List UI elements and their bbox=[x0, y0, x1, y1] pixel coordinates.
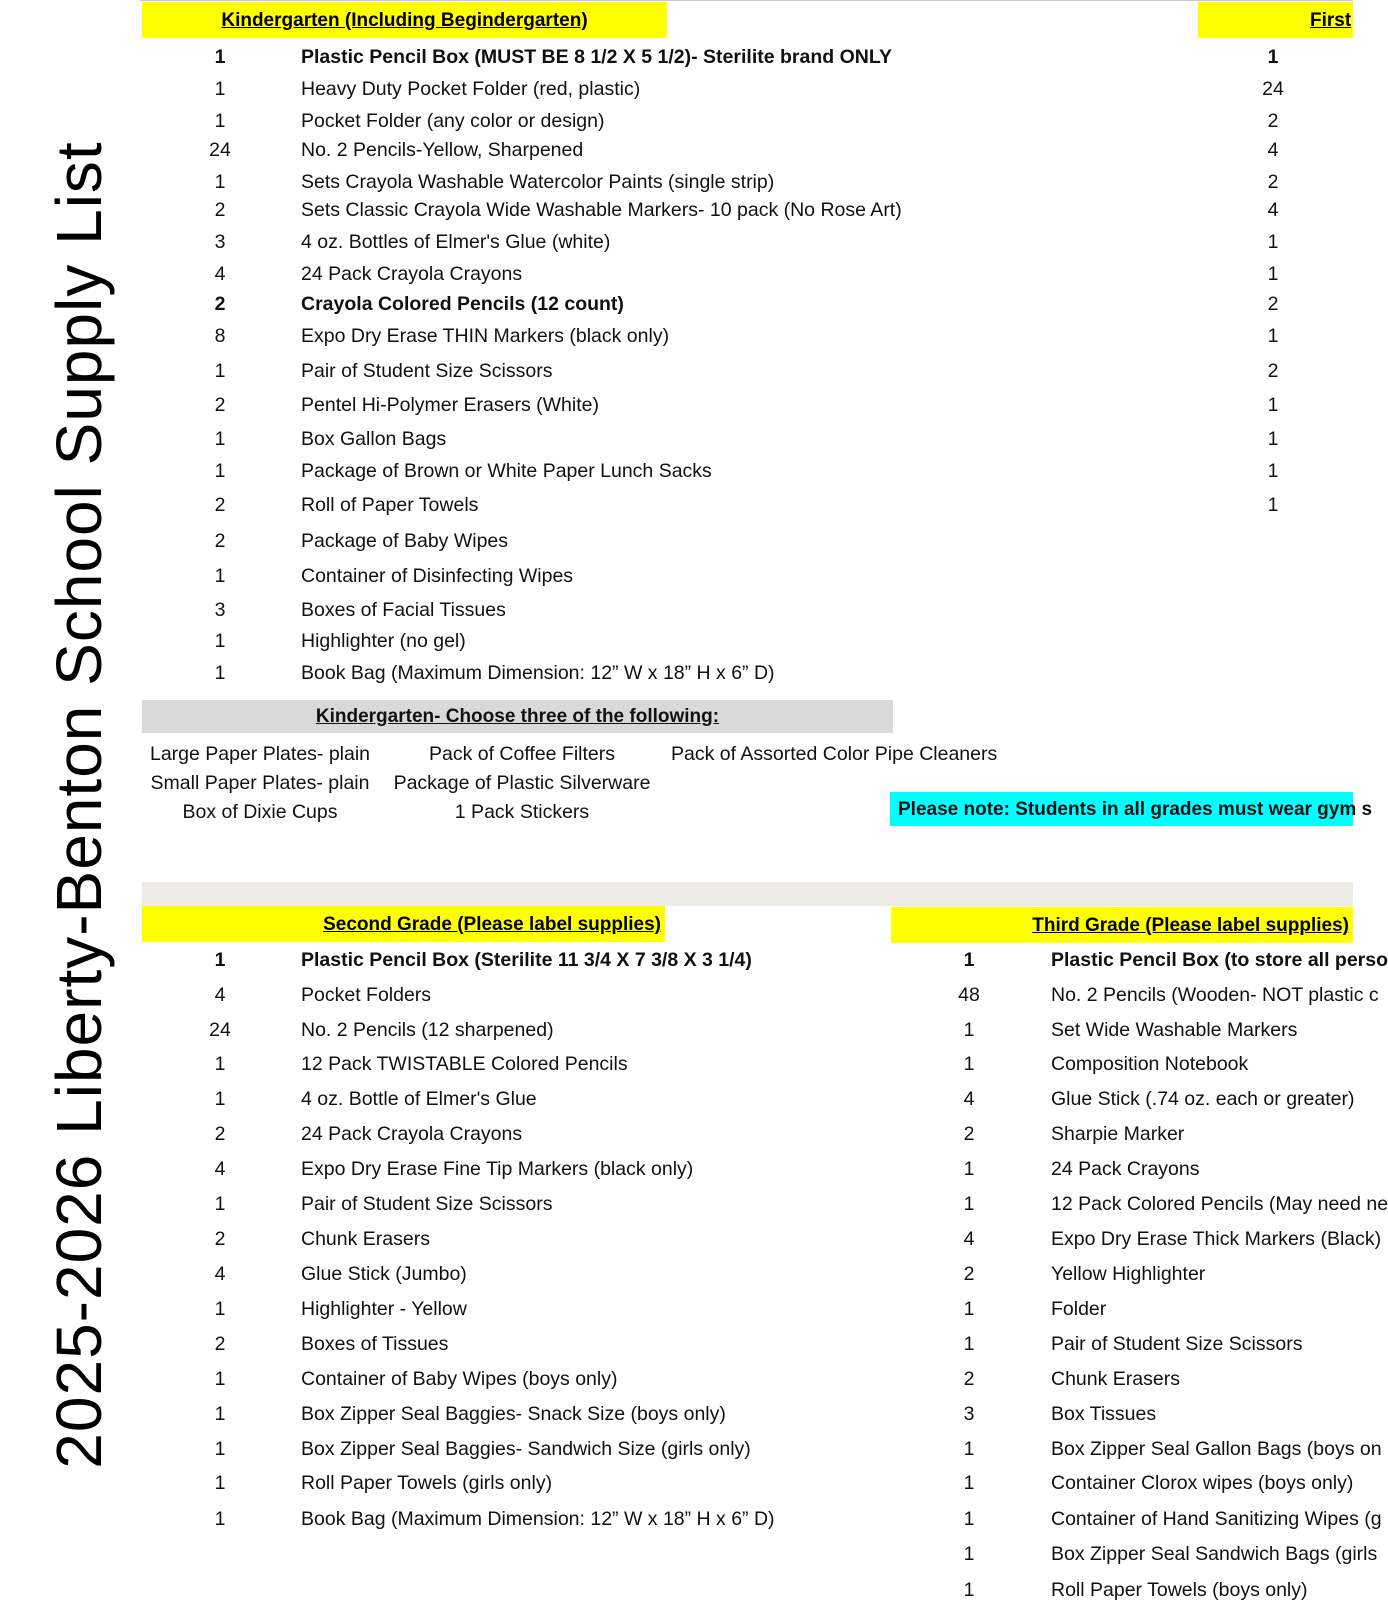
third-grade-header bbox=[891, 907, 1353, 943]
second-grade-item-name: Expo Dry Erase Fine Tip Markers (black only) bbox=[301, 1158, 694, 1180]
third-grade-item-qty: 1 bbox=[963, 1019, 975, 1041]
kindergarten-item-qty: 24 bbox=[209, 139, 231, 161]
second-grade-item-qty: 1 bbox=[214, 949, 226, 971]
kindergarten-item-qty: 2 bbox=[214, 394, 226, 416]
kindergarten-item-name: Boxes of Facial Tissues bbox=[301, 599, 506, 621]
kindergarten-item-name: Roll of Paper Towels bbox=[301, 494, 479, 516]
third-grade-item-qty: 48 bbox=[958, 984, 980, 1006]
third-grade-item-name: Chunk Erasers bbox=[1051, 1368, 1180, 1390]
first-grade-item-qty: 1 bbox=[1267, 494, 1279, 516]
second-grade-item-qty: 2 bbox=[214, 1228, 226, 1250]
third-grade-item-name: Container Clorox wipes (boys only) bbox=[1051, 1472, 1354, 1494]
first-grade-item-qty: 1 bbox=[1267, 46, 1279, 68]
third-grade-item-qty: 3 bbox=[963, 1403, 975, 1425]
third-grade-item-qty: 1 bbox=[963, 1579, 975, 1601]
kindergarten-item-name: Sets Classic Crayola Wide Washable Markers- 10 pack (No Rose Art) bbox=[301, 199, 902, 221]
first-grade-item-qty: 1 bbox=[1267, 394, 1279, 416]
second-grade-item-qty: 1 bbox=[214, 1088, 226, 1110]
second-grade-item-qty: 1 bbox=[214, 1298, 226, 1320]
third-grade-item-name: Container of Hand Sanitizing Wipes (g bbox=[1051, 1508, 1382, 1530]
first-grade-item-qty: 2 bbox=[1267, 293, 1279, 315]
first-grade-header bbox=[1198, 2, 1353, 38]
first-grade-item-qty: 4 bbox=[1267, 139, 1279, 161]
kindergarten-header-label: Kindergarten (Including Begindergarten) bbox=[221, 10, 588, 31]
second-grade-item-qty: 1 bbox=[214, 1053, 226, 1075]
kindergarten-item-qty: 4 bbox=[214, 263, 226, 285]
first-grade-item-qty: 2 bbox=[1267, 171, 1279, 193]
kindergarten-header bbox=[142, 2, 667, 38]
second-grade-item-qty: 1 bbox=[214, 1472, 226, 1494]
second-grade-item-name: Plastic Pencil Box (Sterilite 11 3/4 X 7 3/8 X 3 1/4) bbox=[301, 949, 752, 971]
kindergarten-item-name: Pocket Folder (any color or design) bbox=[301, 110, 605, 132]
second-grade-item-qty: 4 bbox=[214, 1158, 226, 1180]
third-grade-item-qty: 2 bbox=[963, 1368, 975, 1390]
kindergarten-item-name: Package of Brown or White Paper Lunch Sacks bbox=[301, 460, 712, 482]
second-grade-item-name: 12 Pack TWISTABLE Colored Pencils bbox=[301, 1053, 628, 1075]
kindergarten-item-qty: 1 bbox=[214, 360, 226, 382]
second-grade-item-name: Box Zipper Seal Baggies- Snack Size (boys only) bbox=[301, 1403, 726, 1425]
kindergarten-item-qty: 1 bbox=[214, 630, 226, 652]
kindergarten-item-qty: 1 bbox=[214, 78, 226, 100]
sheet-top-border bbox=[140, 0, 1353, 1]
gym-note-banner: Please note: Students in all grades must wear gym s bbox=[890, 792, 1353, 826]
first-grade-header-label: First bbox=[1310, 10, 1352, 31]
third-grade-header-label: Third Grade (Please label supplies) bbox=[1032, 915, 1349, 936]
second-grade-item-name: Highlighter - Yellow bbox=[301, 1298, 467, 1320]
third-grade-item-name: 12 Pack Colored Pencils (May need ne bbox=[1051, 1193, 1388, 1215]
kindergarten-item-qty: 1 bbox=[214, 110, 226, 132]
second-grade-item-name: 4 oz. Bottle of Elmer's Glue bbox=[301, 1088, 537, 1110]
third-grade-item-qty: 1 bbox=[963, 1472, 975, 1494]
kindergarten-choice-item: Pack of Coffee Filters bbox=[428, 743, 616, 765]
kindergarten-item-name: Expo Dry Erase THIN Markers (black only) bbox=[301, 325, 670, 347]
kindergarten-item-qty: 1 bbox=[214, 565, 226, 587]
second-grade-item-name: Glue Stick (Jumbo) bbox=[301, 1263, 467, 1285]
third-grade-item-name: Yellow Highlighter bbox=[1051, 1263, 1206, 1285]
third-grade-item-qty: 4 bbox=[963, 1088, 975, 1110]
third-grade-item-qty: 1 bbox=[963, 949, 975, 971]
kindergarten-item-qty: 2 bbox=[214, 199, 226, 221]
third-grade-item-qty: 1 bbox=[963, 1053, 975, 1075]
second-grade-item-name: Pocket Folders bbox=[301, 984, 432, 1006]
kindergarten-item-qty: 8 bbox=[214, 325, 226, 347]
second-grade-item-qty: 4 bbox=[214, 984, 226, 1006]
third-grade-item-name: 24 Pack Crayons bbox=[1051, 1158, 1200, 1180]
kindergarten-item-qty: 1 bbox=[214, 46, 226, 68]
second-grade-item-qty: 1 bbox=[214, 1508, 226, 1530]
kindergarten-choice-item: Package of Plastic Silverware bbox=[393, 772, 651, 794]
page-title: 2025-2026 Liberty-Benton School Supply List bbox=[43, 141, 115, 1469]
kindergarten-choice-item: Small Paper Plates- plain bbox=[150, 772, 370, 794]
kindergarten-item-name: Plastic Pencil Box (MUST BE 8 1/2 X 5 1/2)- Sterilite brand ONLY bbox=[301, 46, 892, 68]
first-grade-item-qty: 1 bbox=[1267, 325, 1279, 347]
kindergarten-item-name: Book Bag (Maximum Dimension: 12” W x 18” H x 6” D) bbox=[301, 662, 775, 684]
second-grade-item-name: Box Zipper Seal Baggies- Sandwich Size (girls only) bbox=[301, 1438, 751, 1460]
second-grade-item-qty: 2 bbox=[214, 1123, 226, 1145]
kindergarten-choice-item: Pack of Assorted Color Pipe Cleaners bbox=[671, 743, 998, 765]
third-grade-item-qty: 1 bbox=[963, 1158, 975, 1180]
second-grade-item-qty: 2 bbox=[214, 1333, 226, 1355]
first-grade-item-qty: 1 bbox=[1267, 428, 1279, 450]
third-grade-item-name: Box Tissues bbox=[1051, 1403, 1157, 1425]
third-grade-item-qty: 1 bbox=[963, 1508, 975, 1530]
kindergarten-item-qty: 1 bbox=[214, 662, 226, 684]
third-grade-item-name: Box Zipper Seal Sandwich Bags (girls bbox=[1051, 1543, 1378, 1565]
kindergarten-item-name: 24 Pack Crayola Crayons bbox=[301, 263, 523, 285]
third-grade-item-qty: 4 bbox=[963, 1228, 975, 1250]
kindergarten-item-name: Sets Crayola Washable Watercolor Paints (single strip) bbox=[301, 171, 775, 193]
first-grade-item-qty: 1 bbox=[1267, 231, 1279, 253]
kindergarten-item-name: Pair of Student Size Scissors bbox=[301, 360, 553, 382]
kindergarten-item-name: 4 oz. Bottles of Elmer's Glue (white) bbox=[301, 231, 611, 253]
kindergarten-item-qty: 3 bbox=[214, 599, 226, 621]
first-grade-item-qty: 1 bbox=[1267, 460, 1279, 482]
third-grade-item-qty: 1 bbox=[963, 1193, 975, 1215]
kindergarten-choice-item: Box of Dixie Cups bbox=[182, 801, 338, 823]
third-grade-item-name: Expo Dry Erase Thick Markers (Black) bbox=[1051, 1228, 1382, 1250]
second-grade-item-qty: 1 bbox=[214, 1403, 226, 1425]
kindergarten-item-name: Highlighter (no gel) bbox=[301, 630, 466, 652]
kindergarten-item-qty: 1 bbox=[214, 428, 226, 450]
second-grade-item-name: Boxes of Tissues bbox=[301, 1333, 449, 1355]
second-grade-item-qty: 1 bbox=[214, 1368, 226, 1390]
third-grade-item-name: Sharpie Marker bbox=[1051, 1123, 1185, 1145]
second-grade-header bbox=[142, 906, 665, 942]
second-grade-item-name: Container of Baby Wipes (boys only) bbox=[301, 1368, 618, 1390]
third-grade-item-qty: 1 bbox=[963, 1543, 975, 1565]
second-grade-item-name: No. 2 Pencils (12 sharpened) bbox=[301, 1019, 554, 1041]
first-grade-item-qty: 4 bbox=[1267, 199, 1279, 221]
first-grade-item-qty: 2 bbox=[1267, 110, 1279, 132]
second-grade-item-name: Chunk Erasers bbox=[301, 1228, 430, 1250]
third-grade-item-qty: 1 bbox=[963, 1298, 975, 1320]
second-grade-header-label: Second Grade (Please label supplies) bbox=[323, 914, 661, 935]
third-grade-item-qty: 1 bbox=[963, 1333, 975, 1355]
second-grade-item-name: Book Bag (Maximum Dimension: 12” W x 18” H x 6” D) bbox=[301, 1508, 775, 1530]
second-grade-item-qty: 1 bbox=[214, 1193, 226, 1215]
kindergarten-choice-item: 1 Pack Stickers bbox=[454, 801, 590, 823]
third-grade-item-name: Box Zipper Seal Gallon Bags (boys on bbox=[1051, 1438, 1382, 1460]
kindergarten-item-qty: 2 bbox=[214, 293, 226, 315]
third-grade-item-name: Glue Stick (.74 oz. each or greater) bbox=[1051, 1088, 1355, 1110]
third-grade-item-qty: 2 bbox=[963, 1263, 975, 1285]
kindergarten-item-name: Pentel Hi-Polymer Erasers (White) bbox=[301, 394, 599, 416]
third-grade-item-name: No. 2 Pencils (Wooden- NOT plastic c bbox=[1051, 984, 1379, 1006]
third-grade-item-qty: 1 bbox=[963, 1438, 975, 1460]
kindergarten-item-qty: 2 bbox=[214, 494, 226, 516]
third-grade-item-name: Roll Paper Towels (boys only) bbox=[1051, 1579, 1308, 1601]
section-divider bbox=[142, 882, 1353, 906]
third-grade-item-qty: 2 bbox=[963, 1123, 975, 1145]
first-grade-item-qty: 2 bbox=[1267, 360, 1279, 382]
kindergarten-item-qty: 1 bbox=[214, 460, 226, 482]
kindergarten-item-qty: 2 bbox=[214, 530, 226, 552]
kindergarten-choice-item: Large Paper Plates- plain bbox=[149, 743, 371, 765]
third-grade-item-name: Pair of Student Size Scissors bbox=[1051, 1333, 1303, 1355]
third-grade-item-name: Plastic Pencil Box (to store all perso bbox=[1051, 949, 1388, 971]
third-grade-item-name: Set Wide Washable Markers bbox=[1051, 1019, 1298, 1041]
kindergarten-item-name: Crayola Colored Pencils (12 count) bbox=[301, 293, 624, 315]
kindergarten-item-name: No. 2 Pencils-Yellow, Sharpened bbox=[301, 139, 584, 161]
third-grade-item-name: Folder bbox=[1051, 1298, 1107, 1320]
first-grade-item-qty: 24 bbox=[1262, 78, 1284, 100]
first-grade-item-qty: 1 bbox=[1267, 263, 1279, 285]
second-grade-item-name: Pair of Student Size Scissors bbox=[301, 1193, 553, 1215]
second-grade-item-name: Roll Paper Towels (girls only) bbox=[301, 1472, 553, 1494]
kindergarten-item-name: Heavy Duty Pocket Folder (red, plastic) bbox=[301, 78, 641, 100]
kindergarten-choose-header: Kindergarten- Choose three of the following: bbox=[142, 700, 893, 733]
second-grade-item-name: 24 Pack Crayola Crayons bbox=[301, 1123, 523, 1145]
kindergarten-item-qty: 1 bbox=[214, 171, 226, 193]
kindergarten-item-name: Container of Disinfecting Wipes bbox=[301, 565, 574, 587]
kindergarten-item-name: Box Gallon Bags bbox=[301, 428, 447, 450]
kindergarten-item-name: Package of Baby Wipes bbox=[301, 530, 509, 552]
kindergarten-item-qty: 3 bbox=[214, 231, 226, 253]
second-grade-item-qty: 4 bbox=[214, 1263, 226, 1285]
third-grade-item-name: Composition Notebook bbox=[1051, 1053, 1249, 1075]
second-grade-item-qty: 1 bbox=[214, 1438, 226, 1460]
second-grade-item-qty: 24 bbox=[209, 1019, 231, 1041]
